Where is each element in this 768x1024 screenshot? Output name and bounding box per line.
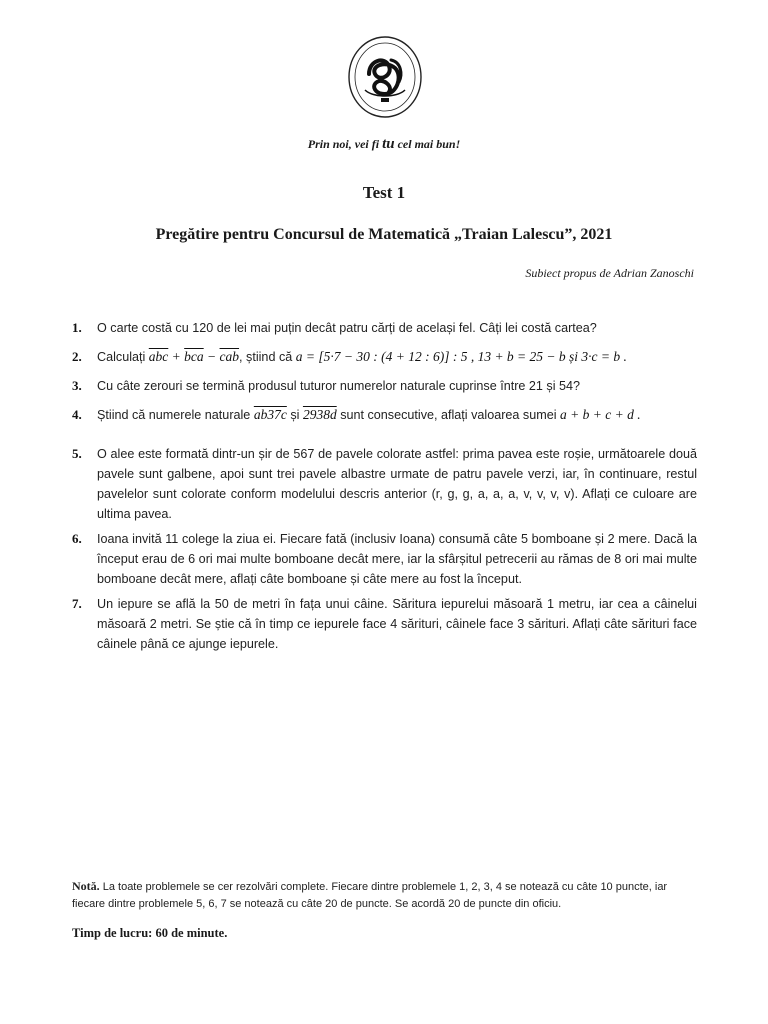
problem-6 (72, 529, 697, 589)
note-label: Notă. (72, 879, 100, 893)
problem-text: sunt consecutive, aflați valoarea sumei (340, 408, 557, 422)
number-abc: $\overline{abc}$ (148, 349, 169, 364)
problem-list (72, 318, 697, 654)
problem-number: 6. (72, 531, 82, 546)
number-ab37c: ab37c (253, 407, 287, 422)
problem-text: , știind că (239, 350, 293, 364)
note-text: La toate problemele se cer rezolvări complete. Fiecare dintre problemele 1, 2, 3, 4 se notează cu câte 10 puncte, iar fiecare dintre problemele 5, 6, 7 se notează cu câte 20 de puncte. Se acordă 20 de puncte din oficiu. (72, 881, 668, 910)
problem-number: 7. (72, 596, 82, 611)
problem-number: 2. (72, 349, 82, 364)
problem-4: 4. Știind că numerele naturale ab37c și 2938d sunt consecutive, aflați valoarea sumei a + b + c + d . (72, 405, 697, 425)
problem-text: Calculați (97, 350, 146, 364)
problem-text: Cu câte zerouri se termină produsul tuturor numerelor naturale cuprinse între 21 și 54? (97, 379, 581, 393)
problem-3 (72, 376, 697, 396)
problem-text: Ioana invită 11 colege la ziua ei. Fiecare fată (inclusiv Ioana) consumă câte 5 bomboane și 2 mere. Dacă la început erau de 6 ori mai multe bomboane decât mere, iar la sfârșitul petrecerii au rămas de 8 ori mai multe bomboane decât mere, aflați câte bomboane și câte mere au fost la început. (97, 532, 697, 586)
problem-number: 4. (72, 407, 82, 422)
problem-text: O carte costă cu 120 de lei mai puțin decât patru cărți de același fel. Câți lei costă cartea? (97, 321, 597, 335)
problem-text: Știind că numerele naturale (97, 408, 251, 422)
problem-5 (72, 444, 697, 524)
test-subtitle: Pregătire pentru Concursul de Matematică „Traian Lalescu”, 2021 (155, 226, 613, 243)
test-title: Test 1 (362, 183, 406, 202)
number-bca: $\overline{bca}$ (184, 349, 204, 364)
number-2938d: 2938d (302, 407, 337, 422)
problem-formula: a + b + c + d . (560, 407, 641, 422)
time-limit: Timp de lucru: 60 de minute. (72, 926, 228, 940)
problem-number: 5. (72, 446, 82, 461)
problem-formula: a = [5·7 − 30 : (4 + 12 : 6)] : 5 , 13 + b = 25 − b și 3·c = b . (295, 349, 627, 364)
problem-text: O alee este formată dintr-un șir de 567 de pavele colorate astfel: prima pavea este roșie, următoarele două pavele sunt galbene, apoi sunt trei pavele albastre urmate de patru pavele verzi, iar, în continuare, restul pavelelor sunt colorate conform modelului descris anterior (r, g, g, a, a, a, v, v, v, v). Aflați ce culoare are ultima pavea. (97, 447, 697, 521)
school-logo-icon (345, 34, 425, 124)
problem-2: 2. Calculați $\overline{abc} + \overline{bca} - \overline{cab}$, știind că a = [5·7 − 30 : (4 + 12 : 6)] : 5 , 13 + b = 25 − b și 3·c = b . (72, 347, 697, 367)
problem-1 (72, 318, 697, 338)
grading-note (72, 878, 700, 913)
author-credit: Subiect propus de Adrian Zanoschi (525, 266, 694, 280)
school-motto: Prin noi, vei fi tu cel mai bun! (307, 136, 461, 152)
problem-number: 1. (72, 320, 82, 335)
problem-number: 3. (72, 378, 82, 393)
problem-text: Un iepure se află la 50 de metri în fața unui câine. Săritura iepurelui măsoară 1 metru, iar cea a câinelui măsoară 2 metri. Se știe că în timp ce iepurele face 4 sărituri, câinele face 3 sărituri. Aflați câte sărituri face câinele până ce ajunge iepurele. (97, 597, 697, 651)
problem-7 (72, 594, 697, 654)
number-cab: $\overline{cab}$ (219, 349, 240, 364)
